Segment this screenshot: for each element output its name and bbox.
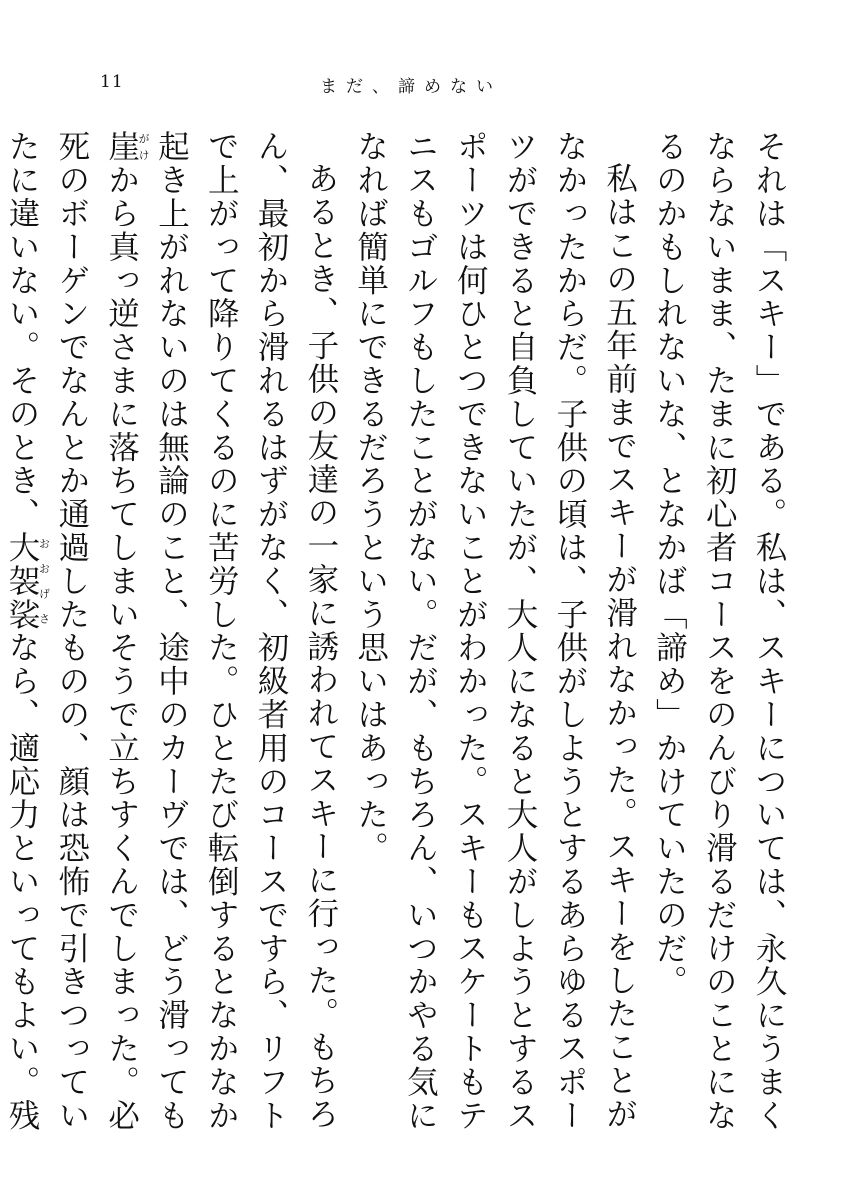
paragraph-3	[0, 130, 345, 1160]
paragraph-1-text: それは「スキー」である。私は、スキーについては、永久にうまくならないまま、たまに初心者コースをのんびり滑るだけのことになるのかもしれないな、となかば「諦め」かけていたのだ。	[651, 130, 787, 1132]
paragraph-1	[644, 130, 793, 1160]
ruby-gake-reading: がけ	[137, 130, 151, 164]
paragraph-3-text-c: なら、適応力といってもよい。残	[4, 631, 41, 1133]
ruby-gake-base: 崖	[103, 130, 140, 164]
paragraph-3-text-a: あるとき、子供の友達の一家に誘われてスキーに行った。もちろん、最初から滑れるはずがなく、初級者用のコースですら、リフトで上がって降りてくるのに苦労した。ひとたび転倒するとなかなか起き上がれないのは無論のこと、途中のカーヴでは、どう滑っても	[153, 130, 339, 1132]
page-number: 11	[100, 72, 124, 92]
ruby-oogesa	[4, 530, 51, 632]
paragraph-2-text: 私はこの五年前までスキーが滑れなかった。スキーをしたことがなかったからだ。子供の頃は、子供がしようとするあらゆるスポーツができると自負していたが、大人になると大人がしようとするスポーツは何ひとつできないことがわかった。スキーもスケートもテニスもゴルフもしたことがない。だが、もちろん、いつかやる気になれば簡単にできるだろうという思いはあった。	[352, 130, 638, 1132]
ruby-gake	[103, 130, 151, 164]
ruby-oogesa-base: 大袈裟	[4, 530, 41, 632]
ruby-oogesa-reading: おおげさ	[37, 530, 51, 631]
body-text	[4, 130, 793, 1160]
paragraph-3-text-b: から真っ逆さまに落ちてしまいそうで立ちすくんでしまった。必死のボーゲンでなんとか通過したものの、顔は恐怖で引きつっていたに違いない。そのとき、	[4, 130, 140, 1133]
paragraph-2	[345, 130, 644, 1160]
running-head-title: まだ、諦めない	[320, 77, 502, 97]
